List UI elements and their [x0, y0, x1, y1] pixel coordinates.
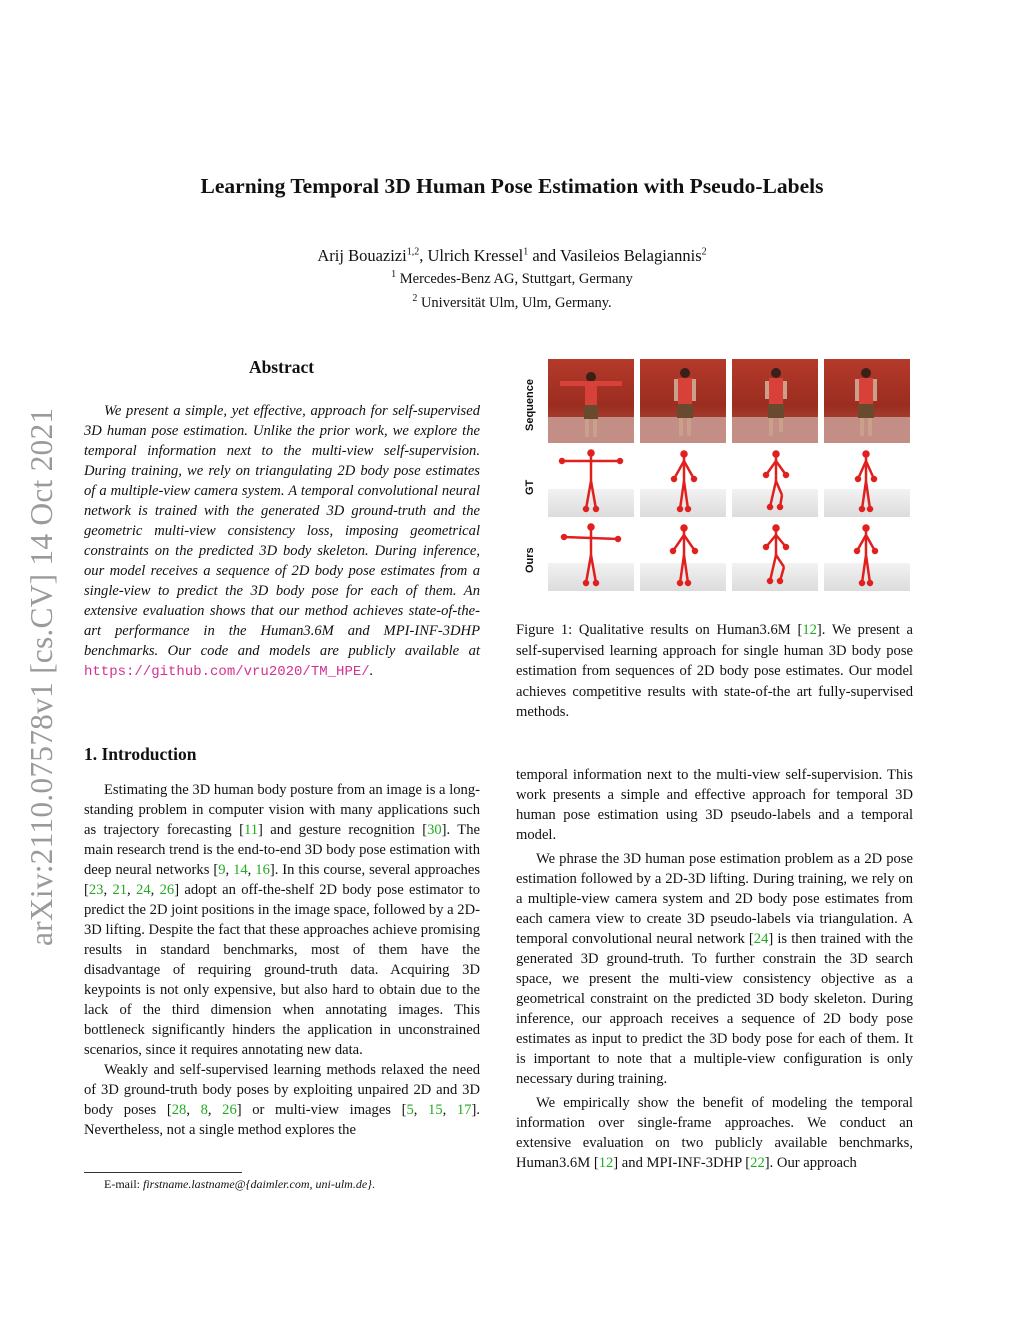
- right-paragraph-2: [516, 849, 913, 1089]
- sequence-frame-2: [640, 359, 726, 443]
- author-name: , Ulrich Kressel: [419, 246, 524, 265]
- person-figure: [548, 359, 634, 443]
- person-figure: [732, 359, 818, 443]
- paragraph-text: ]. The main research trend is the end-to-end 3D body pose estimation with deep neural networks [: [84, 822, 480, 878]
- citation-link[interactable]: 12: [598, 1155, 614, 1171]
- gt-skeleton-4: [824, 447, 910, 517]
- ours-skeleton-2: [640, 521, 726, 591]
- paragraph-text: We phrase the 3D human pose estimation problem as a 2D pose estimation followed by a 2D-3D lifting. During training, we rely on a multiple-view camera system and 2D body pose estimates from each camera view to create 3D pseudo-labels via triangulation. A temporal convolutional neural network [: [516, 851, 913, 947]
- paragraph-text: ,: [413, 1102, 429, 1118]
- caption-text: Figure 1: Qualitative results on Human3.6M [: [516, 622, 803, 638]
- skeleton-figure: [824, 521, 910, 591]
- row-label-ours: Ours: [524, 547, 536, 573]
- paragraph-text: ,: [127, 882, 137, 898]
- citation-link[interactable]: 8: [200, 1102, 208, 1118]
- citation-link[interactable]: 11: [243, 822, 259, 838]
- paragraph-text: Estimating the 3D human body posture from an image is a long-standing problem in computer vision with many applications such as trajectory forecasting [: [84, 782, 480, 838]
- paragraph-text: ] and gesture recognition [: [258, 822, 428, 838]
- paragraph-text: We empirically show the benefit of modeling the temporal information over single-frame approaches. We conduct an extensive evaluation on two publicly available benchmarks, Human3.6M [: [516, 1095, 913, 1171]
- intro-paragraph-1: [84, 780, 480, 1060]
- citation-link[interactable]: 24: [136, 882, 151, 898]
- citation-link[interactable]: 17: [456, 1102, 472, 1118]
- paragraph-text: ,: [442, 1102, 457, 1118]
- affil-text: Mercedes-Benz AG, Stuttgart, Germany: [396, 271, 633, 287]
- citation-link[interactable]: 15: [428, 1102, 443, 1118]
- paragraph-text: ,: [103, 882, 113, 898]
- footnote-email-address: firstname.lastname@{daimler.com, uni-ulm.de}: [143, 1177, 372, 1191]
- skeleton-figure: [732, 447, 818, 517]
- right-paragraph-1: [516, 765, 913, 845]
- gt-skeleton-2: [640, 447, 726, 517]
- affiliation-1: [0, 271, 1024, 288]
- skeleton-figure: [640, 521, 726, 591]
- paragraph-text: ] and MPI-INF-3DHP [: [613, 1155, 751, 1171]
- citation-link[interactable]: 28: [171, 1102, 187, 1118]
- skeleton-figure: [548, 447, 634, 517]
- skeleton-figure: [640, 447, 726, 517]
- citation-link[interactable]: 30: [427, 822, 442, 838]
- paragraph-text: Weakly and self-supervised learning methods relaxed the need of 3D ground-truth body poses by exploiting unpaired 2D and 3D body poses [: [84, 1062, 480, 1118]
- ours-skeleton-4: [824, 521, 910, 591]
- arxiv-side-label: arXiv:2110.07578v1 [cs.CV] 14 Oct 2021: [24, 407, 59, 946]
- author-list: [0, 246, 1024, 266]
- footnote-label: E-mail:: [104, 1177, 143, 1191]
- right-paragraph-3: [516, 1093, 913, 1173]
- paragraph-text: ] is then trained with the generated 3D ground-truth. To further constrain the 3D search space, we present the multi-view consistency objective as a geometrical constraint on the predicted 3D body skeleton. During inference, our approach receives a sequence of 2D body pose estimates as input to predict the 3D body pose for each of them. It is important to note that a multiple-view configuration is only necessary during training.: [516, 931, 913, 1087]
- abstract-heading: Abstract: [248, 357, 315, 377]
- paragraph-text: ]. In this course, several approaches [: [84, 862, 480, 898]
- citation-link[interactable]: 12: [802, 622, 817, 638]
- caption-text: ]. We present a self-supervised learning approach for single human 3D body pose estimation from sequences of 2D body pose estimates. Our model achieves competitive results with state-of-the art fully-supervised methods.: [516, 622, 913, 720]
- author-name: Arij Bouazizi: [317, 246, 407, 265]
- footnote-email: [104, 1177, 375, 1192]
- abstract-text: We present a simple, yet effective, approach for self-supervised 3D human pose estimation. Unlike the prior work, we explore the temporal information next to the multi-view self-supervision. During training, we rely on triangulating 2D body pose estimates of a multiple-view camera system. A temporal convolutional neural network is trained with the generated 3D ground-truth and the geometric multi-view consistency loss, imposing geometrical constraints on the predicted 3D body skeleton. During inference, our model receives a sequence of 2D body pose estimates from a single-view to predict the 3D body pose for each of them. An extensive evaluation shows that our method achieves state-of-the-art performance in the Human3.6M and MPI-INF-3DHP benchmarks. Our code and models are publicly available at: [84, 403, 480, 659]
- skeleton-figure: [548, 521, 634, 591]
- intro-column-right: [516, 765, 913, 1173]
- skeleton-figure: [824, 447, 910, 517]
- citation-link[interactable]: 16: [255, 862, 270, 878]
- footnote-end: .: [371, 1177, 375, 1191]
- citation-link[interactable]: 14: [233, 862, 248, 878]
- paragraph-text: ] adopt an off-the-shelf 2D body pose estimator to predict the 2D joint positions in the image space, followed by a 2D-3D lifting. Despite the fact that these approaches achieve promising results in standard benchmarks, most of them have the disadvantage of requiring ground-truth data. Acquiring 3D keypoints is not only expensive, but also hard to obtain due to the lack of the third dimension when annotating images. This bottleneck significantly hinders the application in unconstrained scenarios, since it requires annotating new data.: [84, 882, 481, 1058]
- person-figure: [640, 359, 726, 443]
- abstract-body: [84, 401, 480, 682]
- paragraph-text: ]. Nevertheless, not a single method explores the: [84, 1102, 480, 1138]
- section-heading-introduction: 1. Introduction: [84, 744, 197, 764]
- paragraph-text: ,: [225, 862, 234, 878]
- paragraph-text: ] or multi-view images [: [236, 1102, 407, 1118]
- sequence-frame-3: [732, 359, 818, 443]
- row-label-sequence: Sequence: [524, 379, 536, 431]
- author-affil-mark: 1,2: [406, 246, 420, 258]
- citation-link[interactable]: 23: [88, 882, 104, 898]
- abstract-end: .: [369, 663, 374, 679]
- sequence-frame-1: [548, 359, 634, 443]
- citation-link[interactable]: 26: [159, 882, 175, 898]
- intro-paragraph-2: [84, 1060, 480, 1140]
- paragraph-text: ,: [186, 1102, 201, 1118]
- affil-mark: 1: [391, 269, 397, 281]
- person-figure: [824, 359, 910, 443]
- author-affil-mark: 1: [523, 246, 529, 258]
- figure-1: [518, 355, 914, 585]
- affil-mark: 2: [412, 293, 418, 305]
- affiliation-2: [0, 295, 1024, 312]
- gt-skeleton-1: [548, 447, 634, 517]
- citation-link[interactable]: 9: [218, 862, 226, 878]
- row-label-gt: GT: [524, 479, 536, 495]
- author-affil-mark: 2: [701, 246, 707, 258]
- code-url-link[interactable]: https://github.com/vru2020/TM_HPE/: [84, 664, 370, 680]
- sequence-frame-4: [824, 359, 910, 443]
- figure-1-caption: [516, 620, 913, 723]
- paragraph-text: ]. Our approach: [764, 1155, 857, 1171]
- ours-skeleton-1: [548, 521, 634, 591]
- footnote-rule: [84, 1172, 242, 1173]
- citation-link[interactable]: 21: [112, 882, 128, 898]
- gt-skeleton-3: [732, 447, 818, 517]
- intro-column-left: [84, 780, 480, 1140]
- paragraph-text: ,: [150, 882, 160, 898]
- citation-link[interactable]: 22: [750, 1155, 765, 1171]
- ours-skeleton-3: [732, 521, 818, 591]
- citation-link[interactable]: 5: [406, 1102, 414, 1118]
- author-name: and Vasileios Belagiannis: [528, 246, 702, 265]
- citation-link[interactable]: 24: [753, 931, 769, 947]
- paragraph-text: ,: [247, 862, 256, 878]
- paper-title: Learning Temporal 3D Human Pose Estimation with Pseudo-Labels: [200, 174, 824, 198]
- paragraph-text: temporal information next to the multi-view self-supervision. This work presents a simple and effective approach for temporal 3D human pose estimation using 3D pseudo-labels and a temporal model.: [516, 767, 913, 843]
- affil-text: Universität Ulm, Ulm, Germany.: [417, 295, 612, 311]
- skeleton-figure: [732, 521, 818, 591]
- paragraph-text: ,: [207, 1102, 223, 1118]
- citation-link[interactable]: 26: [222, 1102, 237, 1118]
